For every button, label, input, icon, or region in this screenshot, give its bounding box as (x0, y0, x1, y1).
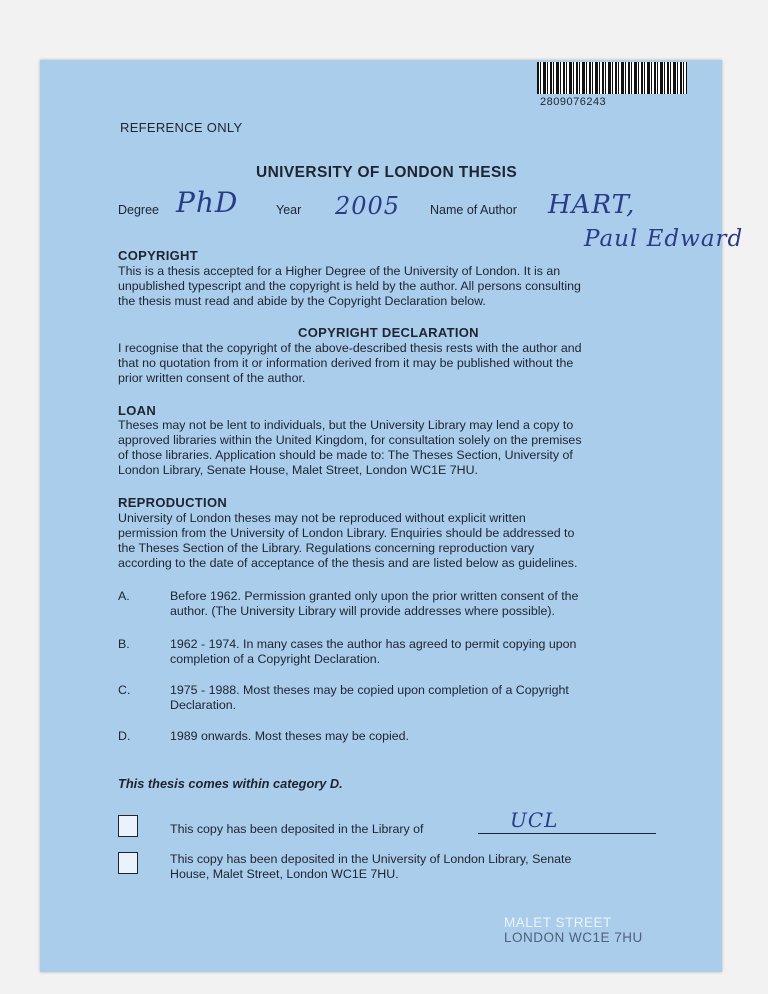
deposit-library-checkbox[interactable] (118, 815, 138, 837)
text-line: the Theses Section of the Library. Regulations concerning reproduction vary (118, 541, 535, 555)
item-a-letter: A. (118, 589, 130, 603)
year-label: Year (276, 203, 302, 217)
text-line: This copy has been deposited in the University of London Library, Senate (170, 852, 572, 866)
page-title: UNIVERSITY OF LONDON THESIS (256, 164, 518, 181)
item-d-text (170, 729, 672, 744)
barcode-number: 2809076243 (540, 96, 607, 108)
author-label: Name of Author (430, 203, 517, 217)
text-line: according to the date of acceptance of the thesis and are listed below as guidelines. (118, 556, 578, 570)
text-line: 1962 - 1974. In many cases the author has agreed to permit copying upon (170, 637, 577, 651)
loan-heading: LOAN (118, 403, 157, 418)
address-stamp-line2: LONDON WC1E 7HU (504, 930, 643, 945)
author-forenames-handwritten: Paul Edward (584, 226, 744, 252)
category-statement: This thesis comes within category D. (118, 776, 343, 791)
text-line: prior written consent of the author. (118, 371, 306, 385)
text-line: that no quotation from it or information derived from it may be published without the (118, 356, 574, 370)
item-b-letter: B. (118, 637, 130, 651)
reproduction-heading: REPRODUCTION (118, 495, 228, 510)
text-line: author. (The University Library will provide addresses where possible). (170, 604, 555, 618)
library-name-line (478, 833, 656, 834)
barcode (537, 62, 687, 94)
loan-paragraph (118, 418, 672, 478)
text-line: of those libraries. Application should be made to: The Theses Section, University of (118, 448, 573, 462)
text-line: completion of a Copyright Declaration. (170, 652, 381, 666)
copyright-paragraph (118, 264, 672, 309)
library-name-handwritten: UCL (510, 808, 559, 832)
text-line: unpublished typescript and the copyright is held by the author. All persons consulting (118, 279, 581, 293)
item-c-letter: C. (118, 683, 131, 697)
deposit-library-text: This copy has been deposited in the Library of (170, 822, 424, 836)
item-a-text (170, 589, 672, 619)
text-line: London Library, Senate House, Malet Street, London WC1E 7HU. (118, 463, 478, 477)
text-line: the thesis must read and abide by the Copyright Declaration below. (118, 294, 486, 308)
text-line: This is a thesis accepted for a Higher Degree of the University of London. It is an (118, 264, 561, 278)
text-line: Declaration. (170, 698, 237, 712)
deposit-senate-checkbox[interactable] (118, 852, 138, 874)
text-line: approved libraries within the United Kingdom, for consultation solely on the premises (118, 433, 582, 447)
reference-only-label: REFERENCE ONLY (120, 120, 243, 135)
item-c-text (170, 683, 672, 713)
item-b-text (170, 637, 672, 667)
address-stamp-line1: MALET STREET (504, 915, 612, 930)
degree-handwritten-value: PhD (176, 186, 239, 219)
text-line: Before 1962. Permission granted only upon the prior written consent of the (170, 589, 579, 603)
text-line: 1989 onwards. Most theses may be copied. (170, 729, 409, 743)
text-line: 1975 - 1988. Most theses may be copied upon completion of a Copyright (170, 683, 569, 697)
year-handwritten-value: 2005 (335, 192, 401, 220)
text-line: House, Malet Street, London WC1E 7HU. (170, 867, 399, 881)
text-line: University of London theses may not be reproduced without explicit written (118, 511, 526, 525)
copyright-declaration-heading: COPYRIGHT DECLARATION (298, 325, 479, 340)
text-line: permission from the University of London Library. Enquiries should be addressed to (118, 526, 575, 540)
text-line: Theses may not be lent to individuals, but the University Library may lend a copy to (118, 418, 574, 432)
degree-label: Degree (118, 203, 159, 217)
copyright-declaration-paragraph (118, 341, 672, 386)
deposit-senate-text (170, 852, 670, 882)
item-d-letter: D. (118, 729, 131, 743)
copyright-heading: COPYRIGHT (118, 248, 198, 263)
author-surname-handwritten: HART, (548, 190, 636, 220)
reproduction-paragraph (118, 511, 672, 571)
text-line: I recognise that the copyright of the above-described thesis rests with the author and (118, 341, 582, 355)
